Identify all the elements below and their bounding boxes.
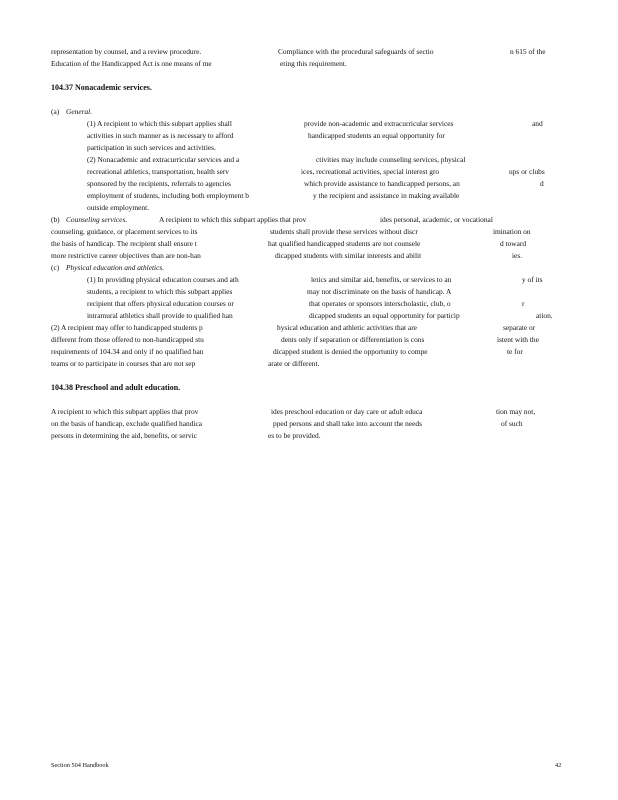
text-line: ies. (512, 251, 523, 260)
text-line: sponsored by the recipients, referrals to agencies (87, 179, 231, 188)
text-line: (2) Nonacademic and extracurricular services and a (87, 155, 240, 164)
text-line: teams or to participate in courses that are not sep (51, 359, 196, 368)
text-line: A recipient to which this subpart applies that prov (159, 215, 307, 224)
text-line: istent with the (497, 335, 539, 344)
text-line: handicapped students an equal opportunity for (308, 131, 445, 140)
text-line: y the recipient and assistance in making available (313, 191, 460, 200)
text-line: dicapped students with similar interests and abilit (275, 251, 422, 260)
text-line: A recipient to which this subpart applies that prov (51, 407, 199, 416)
text-line: separate or (503, 323, 536, 332)
text-line: ices, recreational activities, special interest gro (301, 167, 440, 176)
text-line: may not discriminate on the basis of handicap. A (307, 287, 452, 296)
text-line: Compliance with the procedural safeguards of sectio (278, 47, 434, 56)
text-line: persons in determining the aid, benefits, or servic (51, 431, 197, 440)
text-line: counseling, guidance, or placement services to its (51, 227, 198, 236)
text-line: (2) A recipient may offer to handicapped students p (51, 323, 203, 332)
text-line: eting this requirement. (280, 59, 347, 68)
text-line: recreational athletics, transportation, health serv (87, 167, 230, 176)
text-line: hat qualified handicapped students are not counsele (268, 239, 421, 248)
text-line: te for (507, 347, 523, 356)
text-line: outside employment. (87, 203, 149, 212)
text-line: n 615 of the (510, 47, 546, 56)
text-line: (1) In providing physical education courses and ath (87, 275, 239, 284)
text-line: of such (501, 419, 523, 428)
text-line: dents only if separation or differentiation is cons (281, 335, 425, 344)
subsection-title: Physical education and athletics. (66, 263, 165, 272)
text-line: arate or different. (268, 359, 320, 368)
text-line: recipient that offers physical education courses or (87, 299, 234, 308)
page-number: 42 (555, 762, 562, 769)
text-line: students, a recipient to which this subpart applies (87, 287, 233, 296)
text-line: and (532, 119, 543, 128)
text-line: representation by counsel, and a review procedure. (51, 47, 202, 56)
section-heading: 104.37 Nonacademic services. (51, 83, 152, 92)
text-line: that operates or sponsors interscholastic, club, o (309, 299, 451, 308)
text-line: activities in such manner as is necessary to afford (87, 131, 234, 140)
text-line: students shall provide these services without discr (270, 227, 418, 236)
footer-title: Section 504 Handbook (51, 762, 109, 769)
text-line: es to be provided. (268, 431, 321, 440)
text-line: on the basis of handicap, exclude qualified handica (51, 419, 203, 428)
text-line: ups or clubs (509, 167, 545, 176)
item-label: (a) (51, 107, 60, 116)
text-line: ctivities may include counseling services, physical (316, 155, 466, 164)
text-line: dicapped students an equal opportunity for particip (309, 311, 460, 320)
text-line: the basis of handicap. The recipient shall ensure t (51, 239, 197, 248)
text-line: y of its (522, 275, 543, 284)
subsection-title: General. (66, 107, 93, 116)
subsection-title: Counseling services. (66, 215, 128, 224)
text-line: ation. (536, 311, 553, 320)
text-line: r (522, 299, 525, 308)
text-line: (1) A recipient to which this subpart applies shall (87, 119, 232, 128)
item-label: (c) (51, 263, 60, 272)
text-line: different from those offered to non-handicapped stu (51, 335, 204, 344)
text-line: letics and similar aid, benefits, or services to an (311, 275, 452, 284)
text-line: ides personal, academic, or vocational (380, 215, 493, 224)
text-line: ides preschool education or day care or adult educa (271, 407, 423, 416)
text-line: hysical education and athletic activities that are (277, 323, 417, 332)
text-line: provide non-academic and extracurricular services (304, 119, 454, 128)
text-line: Education of the Handicapped Act is one means of me (51, 59, 212, 68)
section-heading: 104.38 Preschool and adult education. (51, 383, 181, 392)
text-line: employment of students, including both employment b (87, 191, 249, 200)
text-line: which provide assistance to handicapped persons, an (304, 179, 460, 188)
item-label: (b) (51, 215, 60, 224)
text-line: pped persons and shall take into account the needs (273, 419, 422, 428)
text-line: imination on (493, 227, 531, 236)
text-line: d toward (500, 239, 527, 248)
text-line: participation in such services and activities. (87, 143, 216, 152)
text-line: d (540, 179, 544, 188)
text-line: requirements of 104.34 and only if no qualified han (51, 347, 204, 356)
text-line: dicapped student is denied the opportunity to compe (273, 347, 428, 356)
text-line: tion may not, (496, 407, 536, 416)
text-line: more restrictive career objectives than are non-han (51, 251, 201, 260)
text-line: intramural athletics shall provide to qualified han (87, 311, 233, 320)
